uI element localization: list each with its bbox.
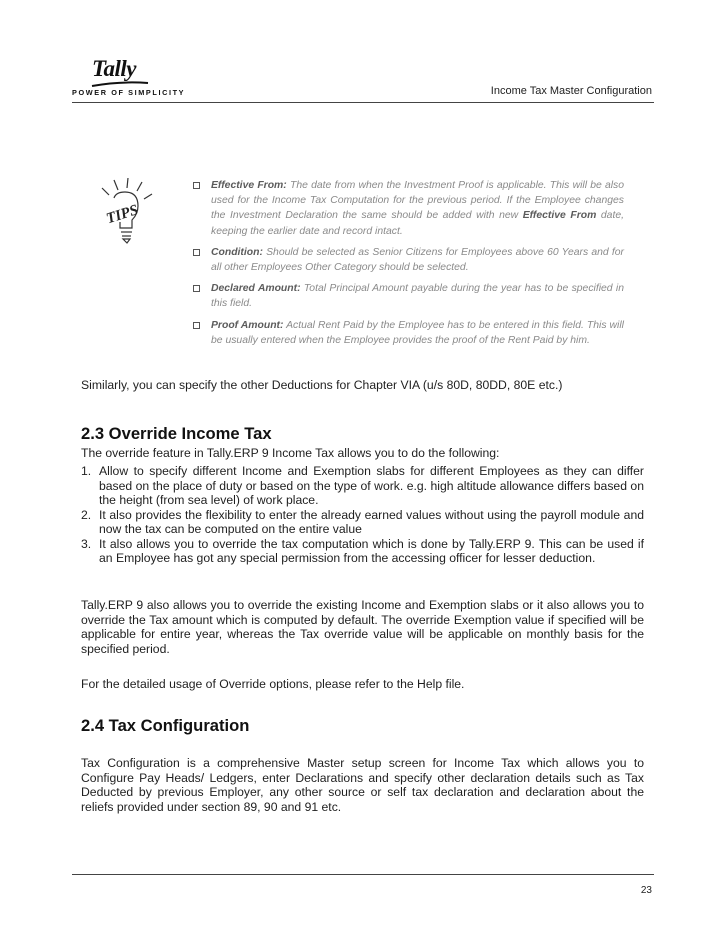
tips-list <box>190 178 624 354</box>
tip-text: The date from when the Investment Proof is applicable. This will be also used for the Income Tax Computation for the previous period. If the Employee changes the Investment Declaration the same should be added with new <box>211 180 625 222</box>
header-divider <box>72 102 654 103</box>
tip-text: Actual Rent Paid by the Employee has to be entered in this field. This will be usually entered when the Employee provides the proof of the Rent Paid by him. <box>211 319 624 346</box>
help-reference-paragraph: For the detailed usage of Override options, please refer to the Help file. <box>81 677 465 691</box>
section-heading-override: 2.3 Override Income Tax <box>81 424 272 443</box>
list-item <box>81 508 644 537</box>
page-header-title: Income Tax Master Configuration <box>490 85 652 97</box>
override-intro: The override feature in Tally.ERP 9 Income Tax allows you to do the following: <box>81 446 500 460</box>
square-bullet-icon <box>193 322 200 329</box>
tips-label: TIPS <box>104 202 141 228</box>
tip-term: Effective From: <box>211 180 287 191</box>
list-item-text: Allow to specify different Income and Exemption slabs for different Employees as they can differ based on the place of duty or based on the type of work. e.g. high altitude allowance differs based on the height (from sea level) of work place. <box>99 464 644 507</box>
override-list <box>81 464 644 566</box>
override-paragraph: Tally.ERP 9 also allows you to override the existing Income and Exemption slabs or it also allows you to override the Tax amount which is computed by default. The override Exemption value if specified will be applicable for entire year, whereas the Tax override value will be applicable on monthly basis for the specified period. <box>81 598 644 656</box>
square-bullet-icon <box>193 285 200 292</box>
tally-logo <box>72 56 186 102</box>
square-bullet-icon <box>193 182 200 189</box>
tip-term: Declared Amount: <box>211 283 301 295</box>
tip-text: date, keeping the earlier date and record intact. <box>211 210 625 237</box>
tip-declared-amount <box>190 281 624 311</box>
list-item-text: It also allows you to override the tax computation which is done by Tally.ERP 9. This can be used if an Employee has got any special permission from the accessing officer for lesser deduction. <box>99 536 644 565</box>
list-item-text: It also provides the flexibility to enter the already earned values without using the payroll module and now the tax can be computed on the entire value <box>99 507 644 536</box>
tip-proof-amount <box>190 318 624 348</box>
footer-divider <box>72 874 654 875</box>
page-number: 23 <box>640 885 652 896</box>
tip-effective-from <box>190 178 624 239</box>
logo-tagline: POWER OF SIMPLICITY <box>72 88 186 97</box>
list-item <box>81 464 644 508</box>
section-heading-tax-configuration: 2.4 Tax Configuration <box>81 716 250 735</box>
logo-swoosh-icon <box>90 80 150 88</box>
tips-lightbulb-icon <box>92 178 158 246</box>
square-bullet-icon <box>193 249 200 256</box>
similarly-paragraph: Similarly, you can specify the other Deductions for Chapter VIA (u/s 80D, 80DD, 80E etc.) <box>81 378 563 392</box>
tip-term: Proof Amount: <box>211 319 284 331</box>
tip-condition <box>190 245 624 275</box>
tax-configuration-paragraph: Tax Configuration is a comprehensive Master setup screen for Income Tax which allows you to Configure Pay Heads/ Ledgers, enter Declarations and specify other declaration details such as Tax Deducted by previous Employer, any other source or self tax declaration and declaration about the reliefs provided under section 89, 90 and 91 etc. <box>81 756 644 814</box>
list-number: 3. <box>81 536 92 551</box>
logo-wordmark: Tally <box>92 56 136 81</box>
list-item <box>81 537 644 566</box>
list-number: 1. <box>81 464 92 478</box>
tip-emphasis: Effective From <box>522 210 597 222</box>
tip-term: Condition: <box>211 246 263 258</box>
list-number: 2. <box>81 507 92 522</box>
tip-text: Total Principal Amount payable during the year has to be specified in this field. <box>211 283 625 310</box>
tip-text: Should be selected as Senior Citizens for Employees above 60 Years and for all other Employees Other Category should be selected. <box>211 246 624 274</box>
